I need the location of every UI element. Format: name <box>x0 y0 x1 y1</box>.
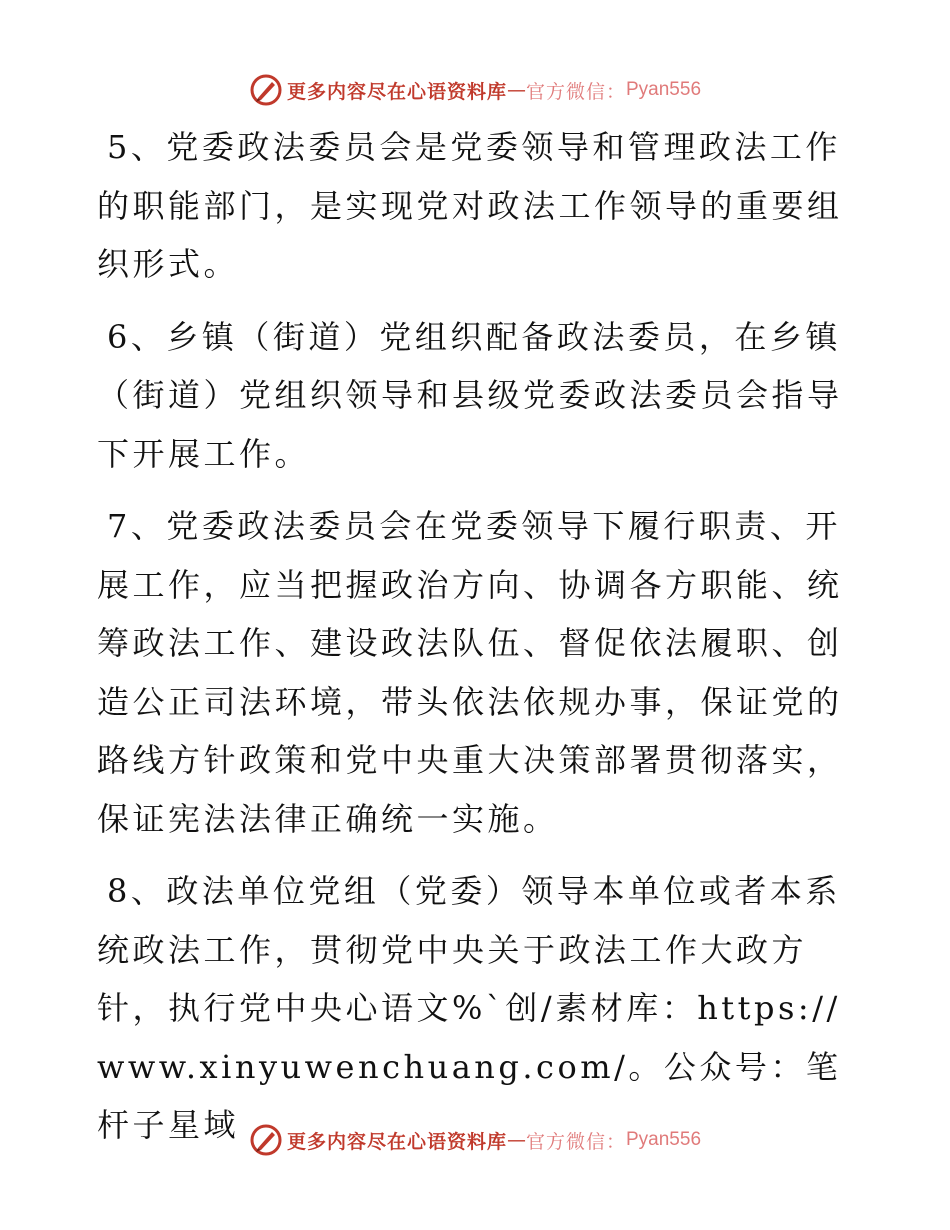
footer-banner-wechat: 官方微信： <box>525 1130 626 1153</box>
header-banner-id: Pyan556 <box>626 79 702 100</box>
footer-banner <box>0 1120 950 1160</box>
paragraph-8: 8、政法单位党组（党委）领导本单位或者本系统政法工作，贯彻党中央关于政法工作大政方针，执行党中央心语文%`创/素材库：https://www.xinyuwenchuang.com/。公众号：笔杆子星域 <box>97 872 842 1144</box>
paragraph-5: 5、党委政法委员会是党委领导和管理政法工作的职能部门，是实现党对政法工作领导的重要组织形式。 <box>97 128 843 283</box>
footer-banner-dash: — <box>506 1129 526 1151</box>
pen-logo-icon <box>249 1123 283 1157</box>
paragraph-6: 6、乡镇（街道）党组织配备政法委员，在乡镇（街道）党组织领导和县级党委政法委员会指导下开展工作。 <box>97 317 843 473</box>
pen-logo-icon <box>249 73 283 107</box>
header-banner <box>0 70 950 110</box>
footer-banner-id: Pyan556 <box>626 1129 702 1150</box>
header-banner-main: 更多内容尽在心语资料库 <box>286 80 507 103</box>
paragraph-7: 7、党委政法委员会在党委领导下履行职责、开展工作，应当把握政治方向、协调各方职能、统筹政法工作、建设政法队伍、督促依法履职、创造公正司法环境，带头依法依规办事，保证党的路线方针政策和党中央重大决策部署贯彻落实，保证宪法法律正确统一实施。 <box>97 507 843 838</box>
footer-banner-main: 更多内容尽在心语资料库 <box>286 1130 507 1153</box>
document-body <box>97 118 857 1169</box>
header-banner-dash: — <box>506 79 526 101</box>
header-banner-wechat: 官方微信： <box>525 80 626 103</box>
